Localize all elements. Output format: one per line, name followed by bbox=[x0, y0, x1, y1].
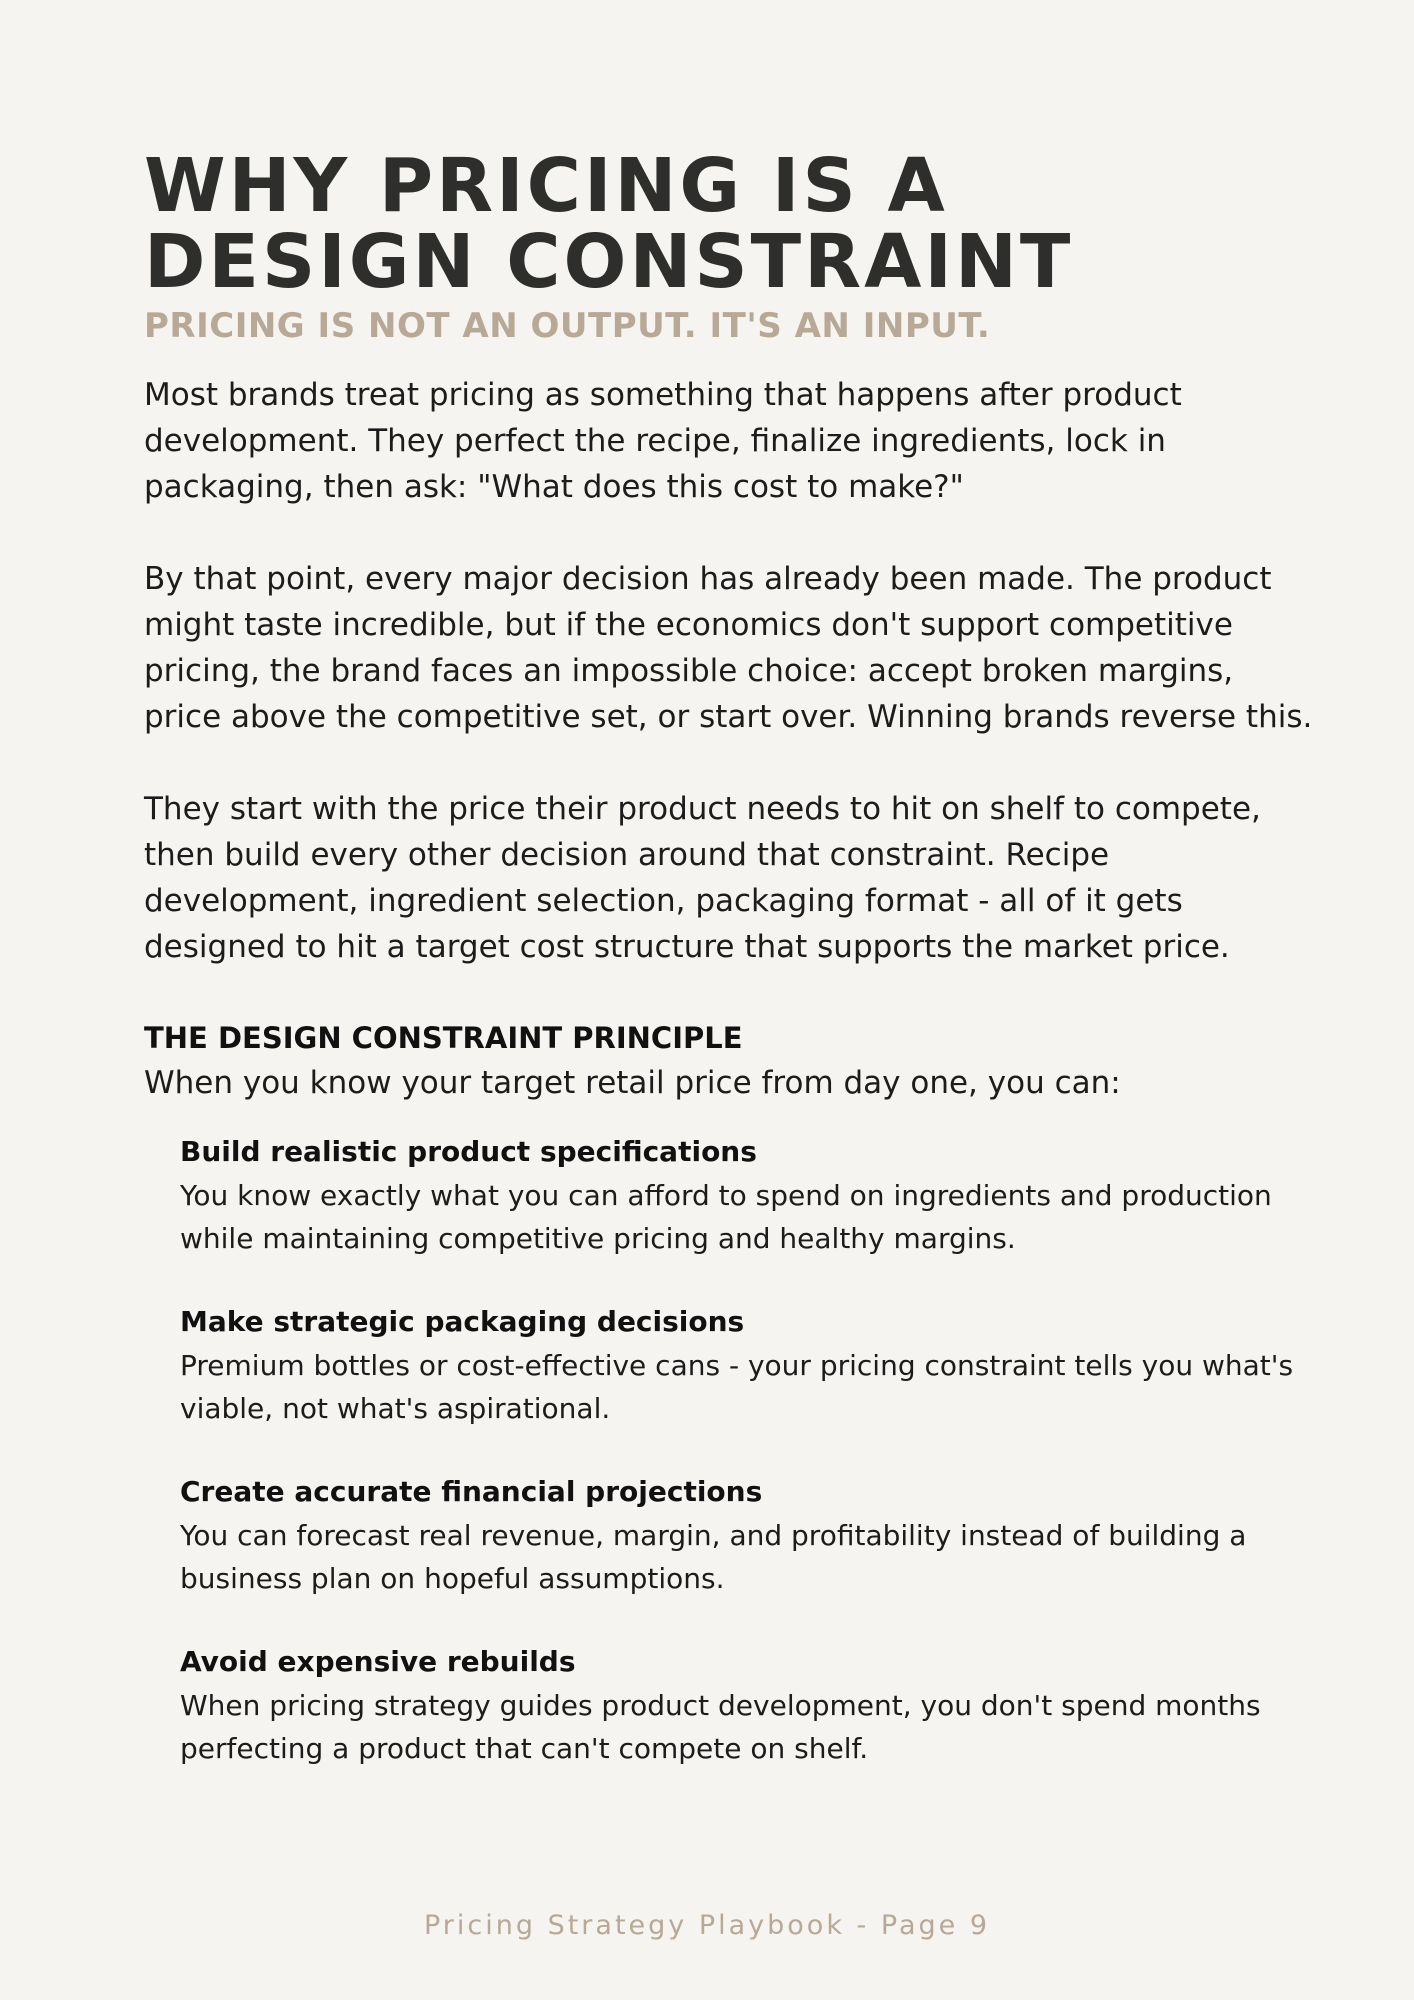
page-subtitle: PRICING IS NOT AN OUTPUT. IT'S AN INPUT. bbox=[144, 306, 991, 346]
principle-body: Premium bottles or cost-effective cans - your pricing constraint tells you what's viable, not what's aspirational. bbox=[180, 1349, 1294, 1425]
page-footer: Pricing Strategy Playbook - Page 9 bbox=[423, 1910, 990, 1941]
principle-title: Build realistic product specifications bbox=[180, 1135, 757, 1168]
principle-body: When pricing strategy guides product development, you don't spend months perfecting a product that can't compete on shelf. bbox=[180, 1689, 1261, 1765]
intro-paragraph-2: By that point, every major decision has already been made. The product might taste incredible, but if the economics don't support competitive pricing, the brand faces an impossible choice: accept broken margins, price above the competitive set, or start over. Winning brands reverse this. bbox=[144, 561, 1313, 735]
principle-list bbox=[144, 1130, 1314, 1770]
principle-body: You can forecast real revenue, margin, and profitability instead of building a business plan on hopeful assumptions. bbox=[180, 1519, 1247, 1595]
intro-paragraph-1: Most brands treat pricing as something that happens after product development. They perfect the recipe, finalize ingredients, lock in packaging, then ask: "What does this cost to make?" bbox=[144, 377, 1182, 505]
document-page bbox=[144, 143, 1314, 1810]
principle-section bbox=[144, 1016, 1314, 1770]
section-heading: THE DESIGN CONSTRAINT PRINCIPLE bbox=[144, 1021, 743, 1055]
list-item bbox=[180, 1470, 1314, 1600]
list-item bbox=[180, 1300, 1314, 1430]
intro-section bbox=[144, 372, 1314, 970]
intro-paragraph-3: They start with the price their product needs to hit on shelf to compete, then build every other decision around that constraint. Recipe development, ingredient selection, packaging format - all of it gets designed to hit a target cost structure that supports the market price. bbox=[144, 791, 1261, 965]
principle-title: Make strategic packaging decisions bbox=[180, 1305, 745, 1338]
list-item bbox=[180, 1130, 1314, 1260]
section-lead: When you know your target retail price from day one, you can: bbox=[144, 1065, 1121, 1101]
principle-body: You know exactly what you can afford to spend on ingredients and production while maintaining competitive pricing and healthy margins. bbox=[180, 1179, 1272, 1255]
principle-title: Avoid expensive rebuilds bbox=[180, 1645, 576, 1678]
list-item bbox=[180, 1640, 1314, 1770]
page-title: WHY PRICING IS A DESIGN CONSTRAINT bbox=[144, 143, 1074, 305]
principle-title: Create accurate financial projections bbox=[180, 1475, 763, 1508]
